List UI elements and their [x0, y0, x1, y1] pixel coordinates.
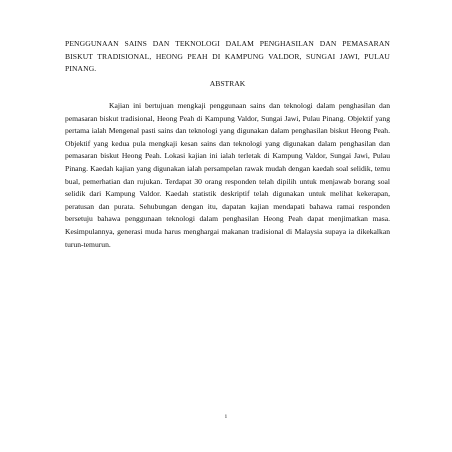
abstract-paragraph: Kajian ini bertujuan mengkaji penggunaan sains dan teknologi dalam penghasilan dan pemasaran biskut tradisional, Heong Peah di Kampung Valdor, Sungai Jawi, Pulau Pinang. Objektif yang pertama ialah Mengenal pasti sains dan teknologi yang digunakan dalam penghasilan biskut Heong Peah. Objektif yang kedua pula mengkaji kesan sains dan teknologi yang digunakan dalam penghasilan dan pemasaran biskut Heong Peah. Lokasi kajian ini ialah terletak di Kampung Valdor, Sungai Jawi, Pulau Pinang. Kaedah kajian yang digunakan ialah persampelan rawak mudah dengan kaedah soal selidik, temu bual, pemerhatian dan rujukan. Terdapat 30 orang responden telah dipilih untuk menjawab borang soal selidik dari Kampung Valdor. Kaedah statistik deskriptif telah digunakan untuk melihat kekerapan, peratusan dan purata. Sehubungan dengan itu, dapatan kajian mendapati bahawa ramai responden bersetuju bahawa penggunaan teknologi dalam penghasilan Heong Peah dapat menjimatkan masa. Kesimpulannya, generasi muda harus menghargai makanan tradisional di Malaysia supaya ia dikekalkan turun-temurun. [65, 101, 390, 249]
document-title: PENGGUNAAN SAINS DAN TEKNOLOGI DALAM PENGHASILAN DAN PEMASARAN BISKUT TRADISIONAL, HEONG PEAH DI KAMPUNG VALDOR, SUNGAI JAWI, PULAU PINANG. [65, 39, 390, 73]
page-number: i [225, 414, 227, 420]
section-heading: ABSTRAK [209, 79, 246, 88]
